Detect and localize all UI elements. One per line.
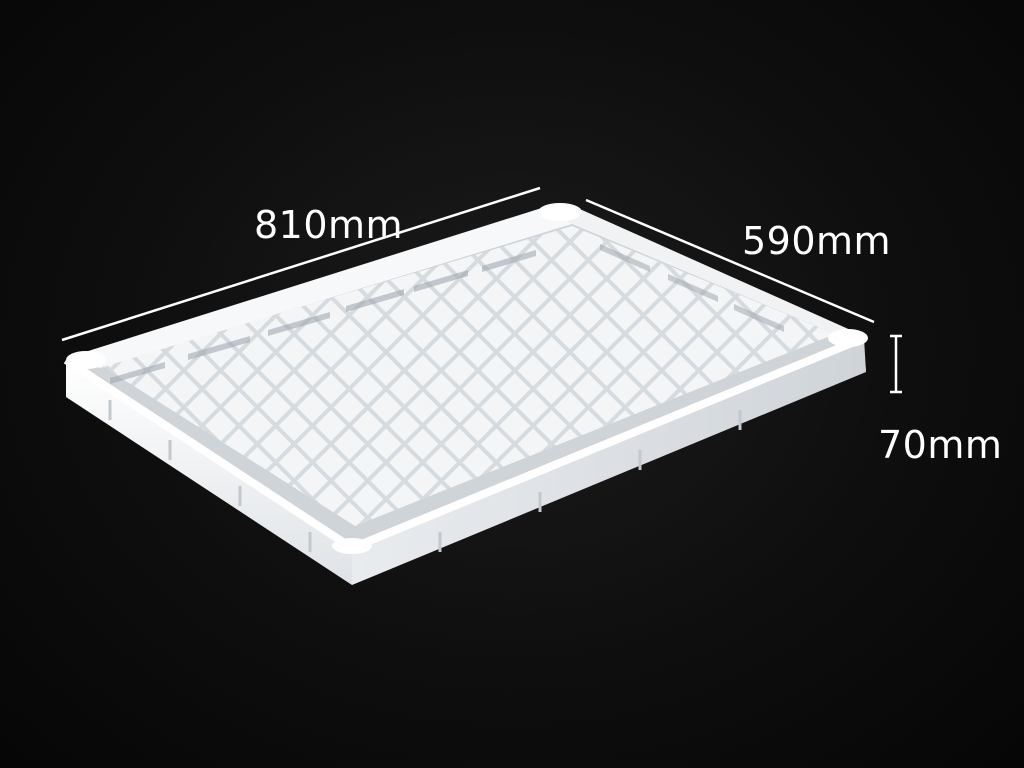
corner-post-left: [66, 351, 106, 369]
height-dimension-line-icon: [890, 336, 902, 392]
corner-post-back: [538, 203, 582, 221]
height-label: 70mm: [878, 423, 1003, 467]
length-label: 810mm: [254, 203, 404, 247]
width-label: 590mm: [742, 219, 892, 263]
corner-post-right: [828, 329, 868, 347]
corner-post-front: [332, 538, 372, 554]
